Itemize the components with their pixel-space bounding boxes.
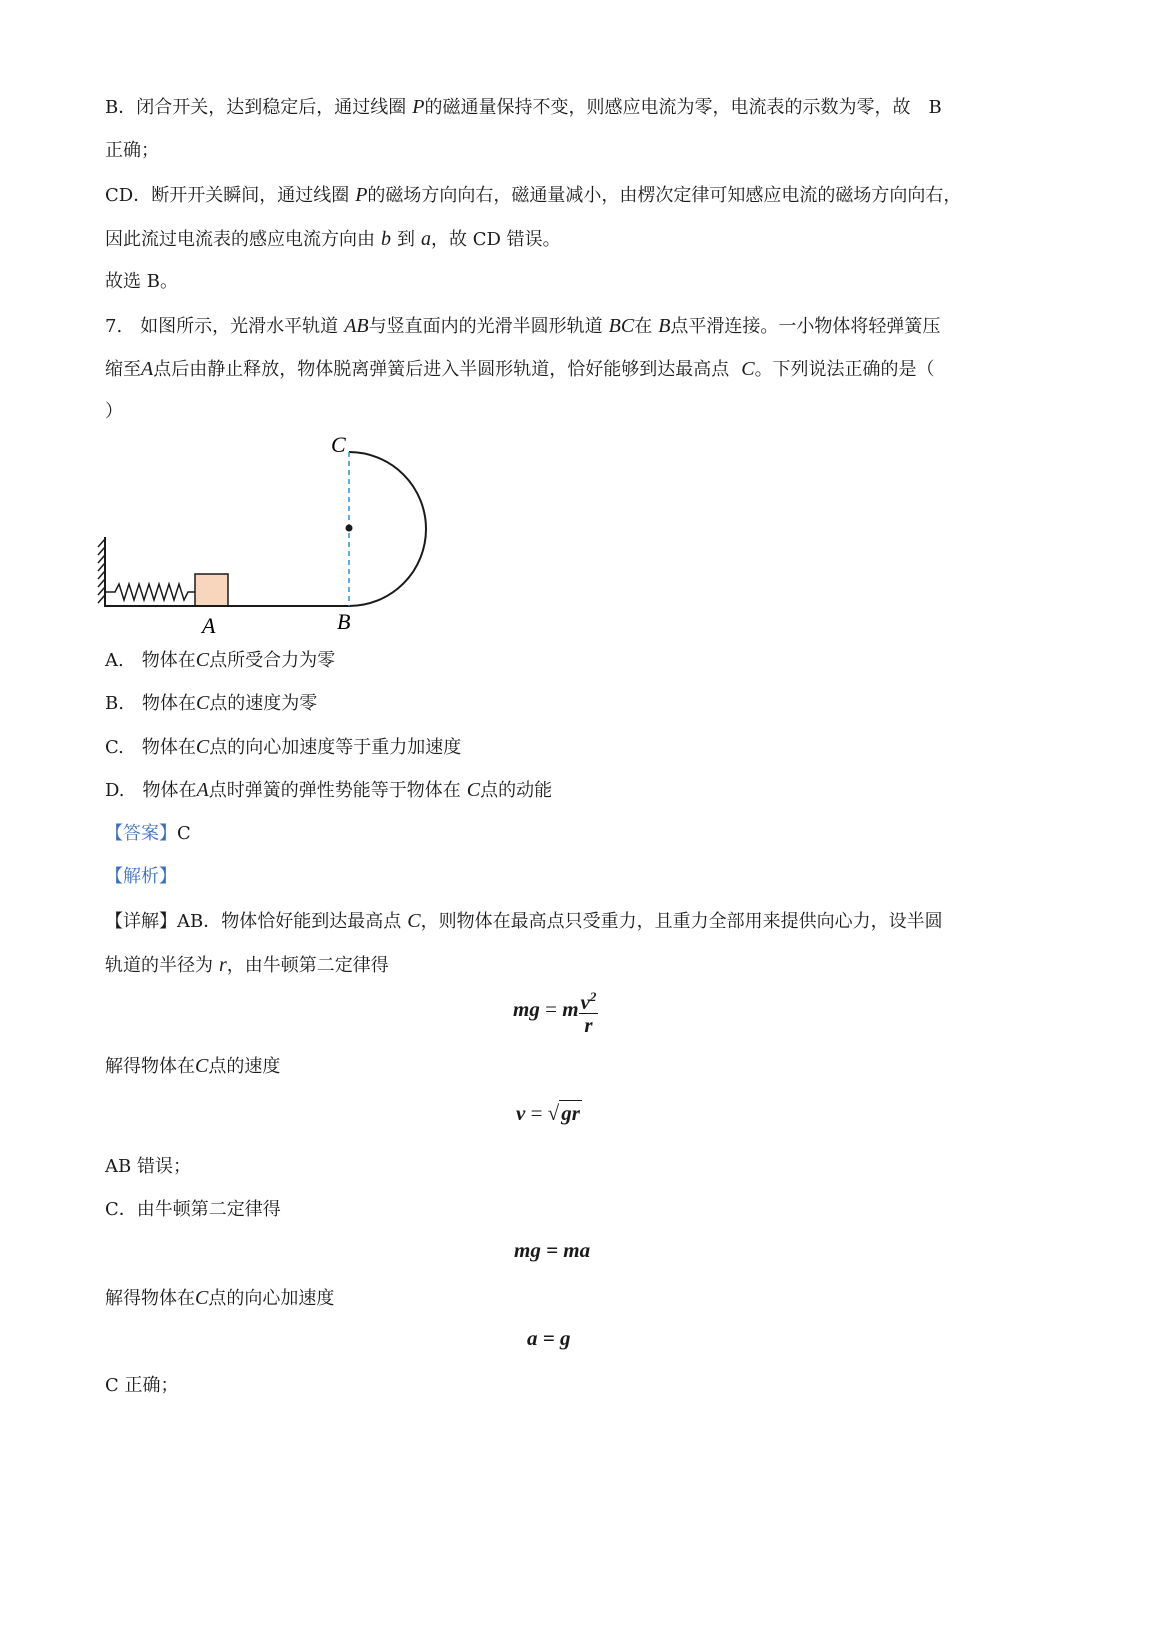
option-b: B. 物体在C点的速度为零 xyxy=(105,692,318,714)
c-correct-line: C 正确； xyxy=(105,1375,179,1396)
option-a: A. 物体在C点所受合力为零 xyxy=(105,649,336,671)
detail-line-1: 【详解】AB．物体恰好能到达最高点 C，则物体在最高点只受重力，且重力全部用来提供向心力，设半圆 xyxy=(105,910,943,932)
solution-line-2: 解得物体在C点的向心加速度 xyxy=(105,1287,335,1309)
option-c: C. 物体在C点的向心加速度等于重力加速度 xyxy=(105,736,462,758)
spring xyxy=(105,584,195,600)
question-7-line-3: ） xyxy=(105,401,123,422)
wall-hatching xyxy=(98,539,105,603)
label-A: A xyxy=(202,613,216,638)
answer-tag: 【答案】 xyxy=(105,823,177,844)
text-line-2: 正确； xyxy=(105,140,159,161)
track-diagram xyxy=(95,425,440,645)
analysis-tag: 【解析】 xyxy=(105,866,177,887)
text-line-1: B．闭合开关，达到稳定后，通过线圈 P的磁通量保持不变，则感应电流为零，电流表的示数为零，故 B xyxy=(105,96,942,118)
detail-line-2: 轨道的半径为 r，由牛顿第二定律得 xyxy=(105,954,389,976)
question-7-line-2: 缩至A点后由静止释放，物体脱离弹簧后进入半圆形轨道，恰好能够到达最高点 C。下列说法正确的是（ xyxy=(105,358,935,380)
block xyxy=(195,574,228,606)
c-newton-line: C．由牛顿第二定律得 xyxy=(105,1199,281,1220)
text-line-4: 因此流过电流表的感应电流方向由 b 到 a，故 CD 错误。 xyxy=(105,228,561,250)
semicircle-track xyxy=(349,452,426,606)
formula-velocity: v = √gr xyxy=(516,1101,580,1125)
ab-wrong-line: AB 错误； xyxy=(105,1156,191,1177)
solution-line-1: 解得物体在C点的速度 xyxy=(105,1055,281,1077)
text-line-5: 故选 B。 xyxy=(105,271,178,292)
answer-line: 【答案】C xyxy=(105,823,191,844)
question-7-line-1: 7. 如图所示，光滑水平轨道 AB与竖直面内的光滑半圆形轨道 BC在 B点平滑连接。一小物体将轻弹簧压 xyxy=(105,315,941,337)
center-dot xyxy=(346,525,353,532)
text-line-3: CD．断开开关瞬间，通过线圈 P的磁场方向向右，磁通量减小，由楞次定律可知感应电流的磁场方向向右， xyxy=(105,184,962,206)
label-B: B xyxy=(337,609,351,634)
formula-centripetal: mg = m $\frac{v^2}{r}$ xyxy=(513,986,598,1036)
formula-a-g: a = g xyxy=(527,1326,571,1350)
label-C: C xyxy=(331,432,346,457)
formula-mg-ma: mg = ma xyxy=(514,1238,591,1262)
option-d: D. 物体在A点时弹簧的弹性势能等于物体在 C点的动能 xyxy=(105,779,553,801)
